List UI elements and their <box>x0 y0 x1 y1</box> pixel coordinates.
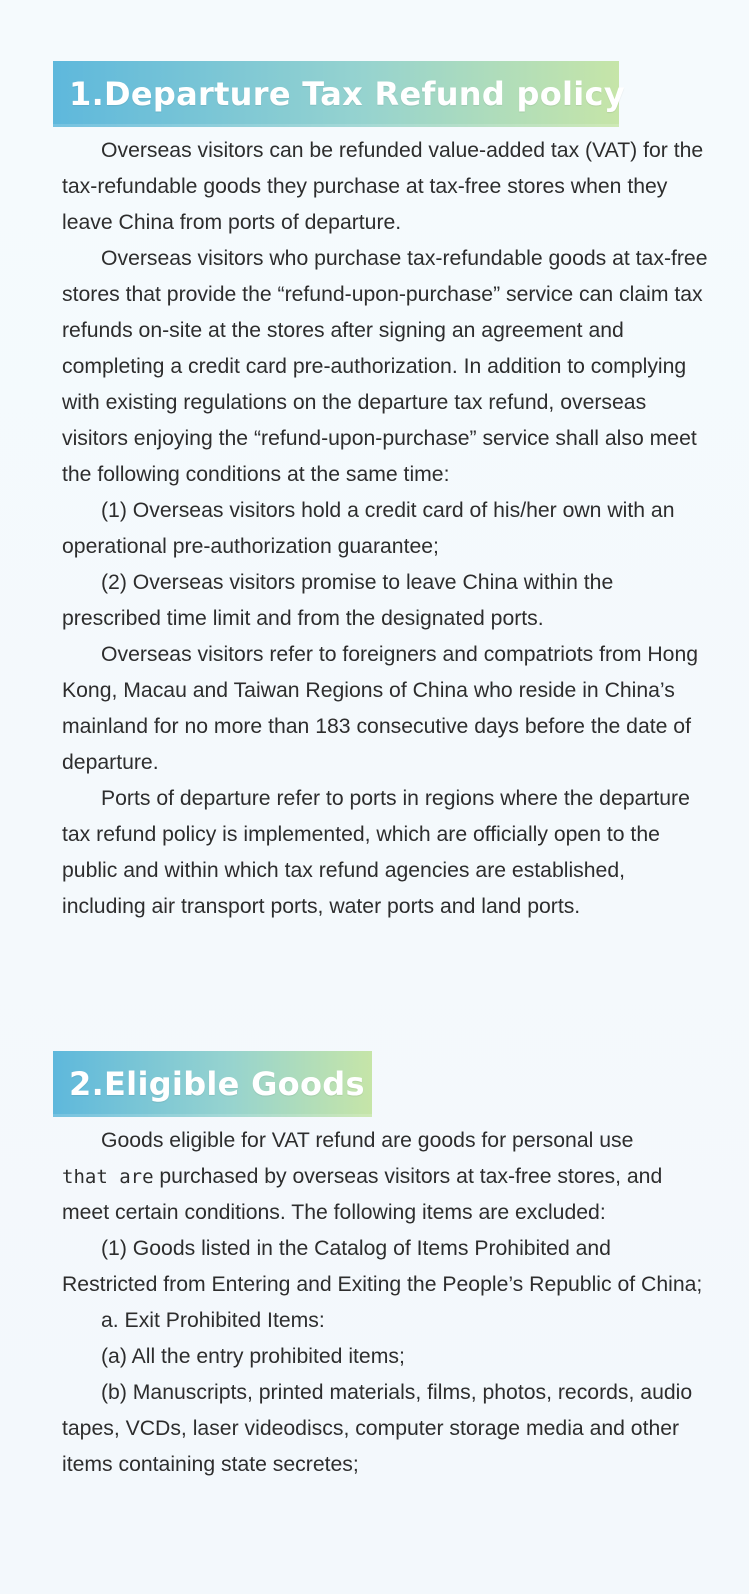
section-body-eligible-goods <box>62 1123 712 1483</box>
intro-text-mono: that are <box>62 1166 154 1188</box>
paragraph: Ports of departure refer to ports in regions where the departure tax refund policy is implemented, which are officially open to the public and within which tax refund agencies are established, including air transport ports, water ports and land ports. <box>62 787 690 918</box>
paragraph: Overseas visitors who purchase tax-refundable goods at tax-free stores that provide the “refund-upon-purchase” service can claim tax refunds on-site at the stores after signing an agreement and completing a credit card pre-authorization. In addition to complying with existing regulations on the departure tax refund, overseas visitors enjoying the “refund-upon-purchase” service shall also meet the following conditions at the same time: <box>62 247 708 486</box>
section-heading-departure-tax-refund <box>53 61 625 127</box>
section-title: 2.Eligible Goods <box>69 1065 365 1103</box>
section-body-departure-tax-refund <box>62 133 712 925</box>
intro-text: Goods eligible for VAT refund are goods for personal use <box>101 1129 634 1152</box>
paragraph: Overseas visitors refer to foreigners and compatriots from Hong Kong, Macau and Taiwan Regions of China who reside in China’s mainland for no more than 183 consecutive days before the date of departure. <box>62 643 699 774</box>
paragraph: (a) All the entry prohibited items; <box>101 1345 405 1368</box>
paragraph: (2) Overseas visitors promise to leave China within the prescribed time limit and from the designated ports. <box>62 571 614 630</box>
paragraph: (1) Overseas visitors hold a credit card of his/her own with an operational pre-authorization guarantee; <box>62 499 675 558</box>
paragraph: (1) Goods listed in the Catalog of Items Prohibited and Restricted from Entering and Exiting the People’s Republic of China; <box>62 1237 703 1296</box>
intro-text-rest: purchased by overseas visitors at tax-free stores, and meet certain conditions. The following items are excluded: <box>62 1165 663 1224</box>
section-heading-eligible-goods <box>53 1051 372 1117</box>
paragraph-intro <box>62 1123 712 1231</box>
section-title: 1.Departure Tax Refund policy <box>69 75 625 113</box>
paragraph: a. Exit Prohibited Items: <box>101 1309 325 1332</box>
paragraph: (b) Manuscripts, printed materials, films, photos, records, audio tapes, VCDs, laser videodiscs, computer storage media and other items containing state secretes; <box>62 1381 693 1476</box>
paragraph: Overseas visitors can be refunded value-added tax (VAT) for the tax-refundable goods they purchase at tax-free stores when they leave China from ports of departure. <box>62 139 704 234</box>
